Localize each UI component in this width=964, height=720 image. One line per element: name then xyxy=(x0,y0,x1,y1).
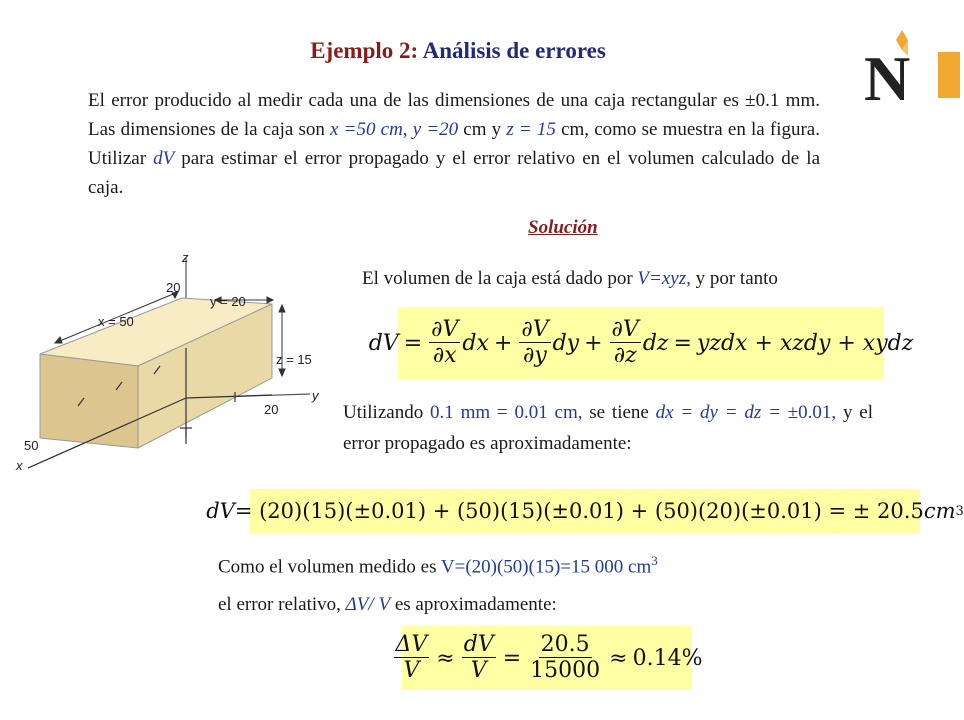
volume-intro-text-2: y por tanto xyxy=(690,268,778,289)
eq1-dy: dy xyxy=(552,330,580,356)
eq1-partial-z xyxy=(610,318,641,368)
eq2-exponent: 3 xyxy=(955,503,964,519)
fig-z-axis-label: z xyxy=(182,250,189,265)
fig-y-axis-label: y xyxy=(312,388,319,403)
eq1-dz: dz xyxy=(642,330,669,356)
page-title xyxy=(0,38,916,64)
title-topic: Análisis de errores xyxy=(422,38,606,63)
eq3-approx2: ≈ xyxy=(609,645,628,671)
problem-text-1: El error producido al medir cada una de las dimensiones de una caja rectangular es ±0.1 mm. Las dimensiones de la caja son xyxy=(88,90,820,140)
eq1-plus2: + xyxy=(584,330,603,356)
fig-y-tick-20: 20 xyxy=(264,402,279,417)
fig-y-dimension: y = 20 xyxy=(210,294,246,309)
eq3-result: 0.14% xyxy=(632,645,703,671)
fig-z-tick-20: 20 xyxy=(166,280,181,295)
medido-volume-value: V=(20)(50)(15)=15 000 cm xyxy=(440,556,652,578)
eq2-unit: cm xyxy=(923,499,956,523)
problem-statement xyxy=(88,86,820,202)
eq3-frac2 xyxy=(462,633,496,683)
util-differentials: dx = dy = dz = xyxy=(655,402,781,423)
eq1-lhs: dV xyxy=(368,330,399,356)
measured-volume-text xyxy=(218,553,658,578)
relerr-text-2: es aproximadamente: xyxy=(390,594,557,615)
title-example-number: Ejemplo 2 xyxy=(310,38,411,63)
util-text-3: y el error propagado es aproximadamente: xyxy=(343,402,873,454)
problem-dv: dV xyxy=(153,148,175,169)
rectangular-box-figure xyxy=(10,248,340,488)
logo-letter: N xyxy=(864,43,911,114)
problem-text-4: para estimar el error propagado y el error relativo en el volumen calculado de la caja. xyxy=(88,148,820,198)
relerr-text-1: el error relativo, xyxy=(218,594,346,615)
eq1-partial-x xyxy=(429,318,460,368)
eq1-frac1-num: ∂V xyxy=(431,316,459,342)
eq1-frac1-den: ∂x xyxy=(432,342,457,368)
university-logo-icon xyxy=(862,28,920,114)
relative-error-equation xyxy=(395,626,703,690)
differential-values-text xyxy=(343,397,873,459)
eq3-frac3-den: 15000 xyxy=(530,657,601,683)
eq3-equals: = xyxy=(502,645,522,671)
problem-text-3: cm, como se muestra en la figura. Utilizar xyxy=(88,119,820,169)
eq1-frac2-den: ∂y xyxy=(523,342,547,368)
eq1-rhs: yzdx + xzdy + xydz xyxy=(696,330,914,356)
medido-exponent: 3 xyxy=(651,553,658,568)
eq3-approx1: ≈ xyxy=(436,645,455,671)
eq2-lhs: dV xyxy=(206,499,235,523)
title-colon: : xyxy=(410,38,423,63)
eq2-body: = (20)(15)(±0.01) + (50)(15)(±0.01) + (50)(20)(±0.01) = ± 20.5 xyxy=(234,499,924,523)
fig-x-tick-50: 50 xyxy=(24,438,39,453)
problem-text-2: cm y xyxy=(458,119,507,140)
util-plusminus: ±0.01, xyxy=(787,402,837,423)
eq1-equals2: = xyxy=(673,330,692,356)
problem-z-dimension: z = 15 xyxy=(506,119,556,140)
eq1-frac3-den: ∂z xyxy=(613,342,637,368)
relerr-ratio: ΔV/ V xyxy=(345,594,391,615)
eq1-dx: dx xyxy=(462,330,489,356)
util-text-2: se tiene xyxy=(582,402,656,423)
eq1-equals: = xyxy=(403,330,423,356)
eq3-frac2-den: V xyxy=(470,657,487,683)
fig-x-axis-label: x xyxy=(16,458,23,473)
eq3-frac2-num: dV xyxy=(463,631,494,657)
eq3-frac3-num: 20.5 xyxy=(540,631,590,657)
fig-x-dimension: x = 50 xyxy=(98,314,134,329)
volume-intro-text-1: El volumen de la caja está dado por xyxy=(362,268,638,289)
accent-bar xyxy=(938,52,960,98)
relative-error-text xyxy=(218,594,557,616)
total-differential-equation xyxy=(368,307,914,379)
problem-y-dimension: y =20 xyxy=(412,119,459,140)
propagated-error-equation xyxy=(206,489,964,533)
solution-heading: Solución xyxy=(528,217,598,238)
eq3-frac1-num: ΔV xyxy=(395,631,428,657)
util-text-1: Utilizando xyxy=(343,402,431,423)
eq1-frac3-num: ∂V xyxy=(611,316,639,342)
eq1-partial-y xyxy=(519,318,550,368)
medido-text-1: Como el volumen medido es xyxy=(218,556,441,578)
volume-formula: V=xyz, xyxy=(637,268,691,289)
volume-intro xyxy=(362,268,778,290)
eq1-plus1: + xyxy=(493,330,513,356)
problem-x-dimension: x =50 cm, xyxy=(330,119,413,140)
fig-z-dimension: z = 15 xyxy=(276,352,312,367)
eq3-frac1-den: V xyxy=(403,657,420,683)
eq3-frac1 xyxy=(394,633,430,683)
util-conversion: 0.1 mm = 0.01 cm, xyxy=(430,402,583,423)
eq1-frac2-num: ∂V xyxy=(521,316,549,342)
eq3-frac3 xyxy=(528,633,602,683)
